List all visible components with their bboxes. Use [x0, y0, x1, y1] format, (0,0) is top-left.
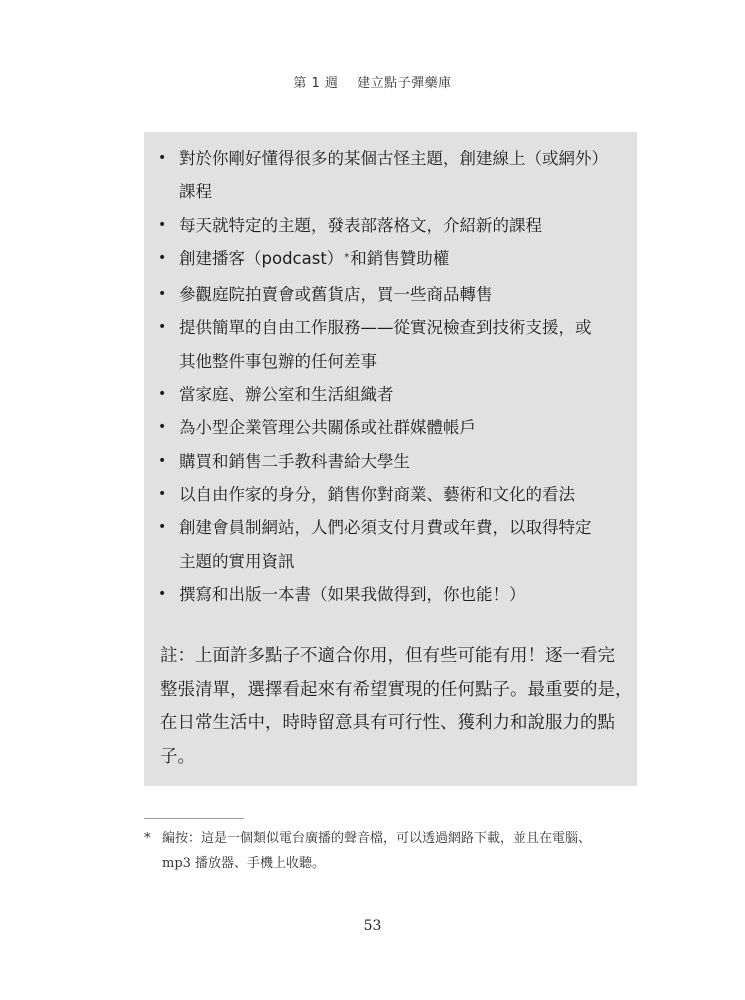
list-item-text: 購買和銷售二手教科書給大學生	[179, 451, 410, 471]
bullet-icon: •	[158, 216, 167, 233]
bullet-icon: •	[158, 485, 167, 502]
list-item	[144, 242, 637, 278]
footnote-line: 編按：這是一個類似電台廣播的聲音檔，可以透過網路下載，並且在電腦、	[162, 831, 592, 846]
list-item-text: 為小型企業管理公共關係或社群媒體帳戶	[179, 418, 476, 438]
footnote-mark: *	[144, 831, 151, 846]
bullet-icon: •	[158, 150, 167, 166]
bullet-icon: •	[158, 519, 167, 536]
note-line: 子。	[160, 746, 195, 767]
bullet-icon: •	[158, 249, 167, 266]
list-item	[144, 311, 637, 378]
list-item	[144, 511, 637, 578]
note-line: 註：上面許多點子不適合你用，但有些可能有用！逐一看完	[160, 646, 615, 666]
list-item-text: 撰寫和出版一本書（如果我做得到，你也能！）	[179, 584, 526, 604]
list-item	[144, 578, 637, 611]
note-paragraph	[160, 640, 633, 774]
list-item	[144, 478, 637, 511]
header-chapter-title: 建立點子彈藥庫	[357, 76, 452, 91]
list-item-text-after: 和銷售贊助權	[350, 248, 450, 268]
list-item-text: 當家庭、辦公室和生活組織者	[179, 385, 394, 405]
list-item-text: 以自由作家的身分，銷售你對商業、藝術和文化的看法	[179, 484, 575, 504]
list-item-text: 主題的實用資訊	[179, 551, 295, 571]
bullet-icon: •	[158, 452, 167, 469]
bullet-icon: •	[158, 585, 167, 602]
ideas-box	[144, 132, 637, 786]
list-item-text: 課程	[179, 182, 212, 202]
footnote-line: mp3 播放器、手機上收聽。	[162, 856, 326, 871]
list-item	[144, 278, 637, 311]
bullet-icon: •	[158, 419, 167, 436]
list-item-text: 其他整件事包辦的任何差事	[179, 351, 377, 371]
list-item-text	[179, 242, 627, 278]
list-item-text: 創建會員制網站，人們必須支付月費或年費，以取得特定	[179, 518, 592, 538]
list-item	[144, 445, 637, 478]
idea-list	[144, 142, 637, 611]
list-item-text: 每天就特定的主題，發表部落格文，介紹新的課程	[179, 215, 542, 235]
bullet-icon: •	[158, 286, 167, 303]
list-item-text: 參觀庭院拍賣會或舊貨店，買一些商品轉售	[179, 285, 493, 305]
note-line: 在日常生活中，時時留意具有可行性、獲利力和說服力的點	[160, 713, 615, 733]
list-item	[144, 142, 637, 209]
list-item	[144, 378, 637, 411]
list-item	[144, 411, 637, 444]
footnote-ref: *	[344, 251, 350, 263]
note-line: 整張清單，選擇看起來有希望實現的任何點子。最重要的是，	[160, 679, 633, 700]
bullet-icon: •	[158, 319, 167, 336]
list-item-text-before: 創建播客（podcast）	[179, 248, 344, 268]
footnote-divider	[144, 818, 244, 819]
list-item-text: 提供簡單的自由工作服務——從實況檢查到技術支援，或	[179, 318, 592, 338]
header-week: 第 1 週	[293, 76, 339, 91]
bullet-icon: •	[158, 386, 167, 403]
running-header	[0, 72, 745, 91]
list-item-text: 對於你剛好懂得很多的某個古怪主題，創建線上（或網外）	[179, 149, 608, 168]
page-number: 53	[363, 918, 382, 934]
footnote	[144, 826, 644, 876]
list-item	[144, 209, 637, 242]
